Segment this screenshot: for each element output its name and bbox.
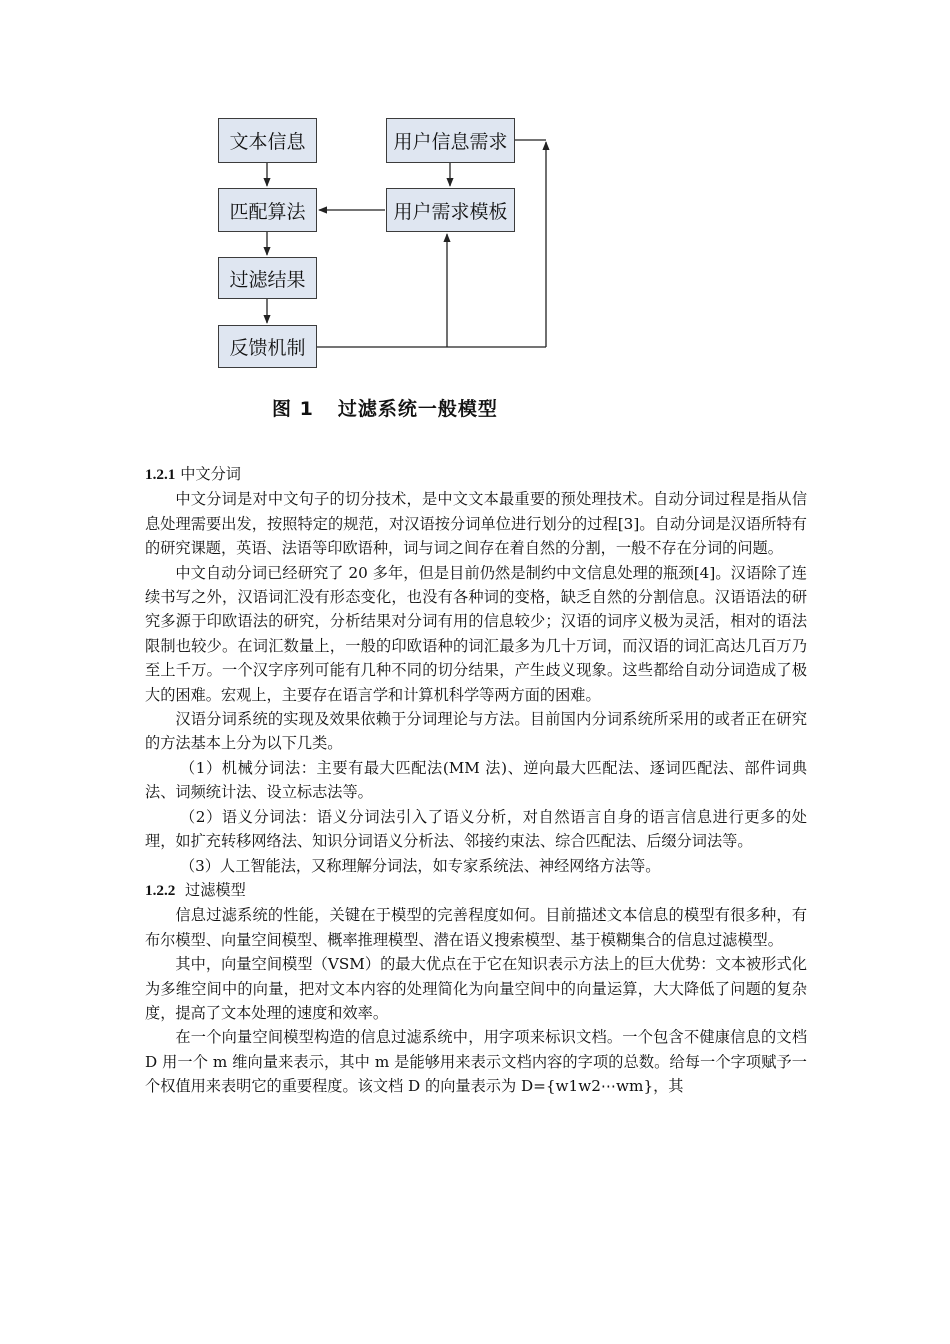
paragraph: 其中，向量空间模型（VSM）的最大优点在于它在知识表示方法上的巨大优势：文本被形式化为多维空间中的向量，把对文本内容的处理简化为向量空间中的向量运算，大大降低了问题的复杂度，提高了文本处理的速度和效率。: [145, 955, 807, 1022]
paragraph: 汉语分词系统的实现及效果依赖于分词理论与方法。目前国内分词系统所采用的或者正在研究的方法基本上分为以下几类。: [145, 710, 807, 753]
section-title: 过滤模型: [185, 880, 246, 899]
paragraph: 中文自动分词已经研究了 20 多年，但是目前仍然是制约中文信息处理的瓶颈[4]。汉语除了连续书写之外，汉语词汇没有形态变化，也没有各种词的变格，缺乏自然的分割信息。汉语语法的研究多源于印欧语法的研究，分析结果对分词有用的信息较少；汉语的词序义极为灵活，相对的语法限制也较少。在词汇数量上，一般的印欧语种的词汇最多为几十万词，而汉语的词汇高达几百万乃至上千万。一个汉字序列可能有几种不同的切分结果，产生歧义现象。这些都给自动分词造成了极大的困难。宏观上，主要存在语言学和计算机科学等两方面的困难。: [145, 563, 807, 704]
body-text: [145, 462, 807, 1099]
figure-title: 过滤系统一般模型: [337, 398, 498, 420]
box-text-info: 文本信息: [218, 118, 317, 163]
paragraph: 信息过滤系统的性能，关键在于模型的完善程度如何。目前描述文本信息的模型有很多种，有布尔模型、向量空间模型、概率推理模型、潜在语义搜索模型、基于模糊集合的信息过滤模型。: [145, 906, 807, 949]
paragraph: 中文分词是对中文句子的切分技术，是中文文本最重要的预处理技术。自动分词过程是指从信息处理需要出发，按照特定的规范，对汉语按分词单位进行划分的过程[3]。自动分词是汉语所特有的研究课题，英语、法语等印欧语种，词与词之间存在着自然的分割，一般不存在分词的问题。: [145, 490, 807, 558]
box-user-info-need: 用户信息需求: [386, 118, 515, 163]
paragraph: 在一个向量空间模型构造的信息过滤系统中，用字项来标识文档。一个包含不健康信息的文档 D 用一个 m 维向量来表示，其中 m 是能够用来表示文档内容的字项的总数。给每一个字项赋予一个权值用来表明它的重要程度。该文档 D 的向量表示为 D={w1w2⋯wm}，其: [145, 1028, 807, 1096]
section-number: 1.2.1: [145, 466, 176, 483]
figure-number: 图 1: [272, 398, 314, 420]
section-heading-1-2-2: [145, 878, 807, 903]
figure-caption: [272, 394, 498, 421]
section-heading-1-2-1: [145, 462, 807, 487]
list-item: （2）语义分词法：语义分词法引入了语义分析，对自然语言自身的语言信息进行更多的处理，如扩充转移网络法、知识分词语义分析法、邻接约束法、综合匹配法、后缀分词法等。: [145, 807, 807, 851]
box-user-need-template: 用户需求模板: [386, 188, 515, 232]
box-filter-result: 过滤结果: [218, 257, 317, 299]
flow-diagram: [0, 0, 950, 440]
box-feedback-mechanism: 反馈机制: [218, 325, 317, 368]
list-item: （1）机械分词法：主要有最大匹配法(MM 法)、逆向最大匹配法、逐词匹配法、部件词典法、词频统计法、设立标志法等。: [145, 758, 807, 802]
list-item: （3）人工智能法，又称理解分词法，如专家系统法、神经网络方法等。: [179, 856, 661, 875]
section-title: 中文分词: [180, 465, 241, 483]
section-number: 1.2.2: [145, 881, 176, 899]
box-matching-algorithm: 匹配算法: [218, 188, 317, 232]
